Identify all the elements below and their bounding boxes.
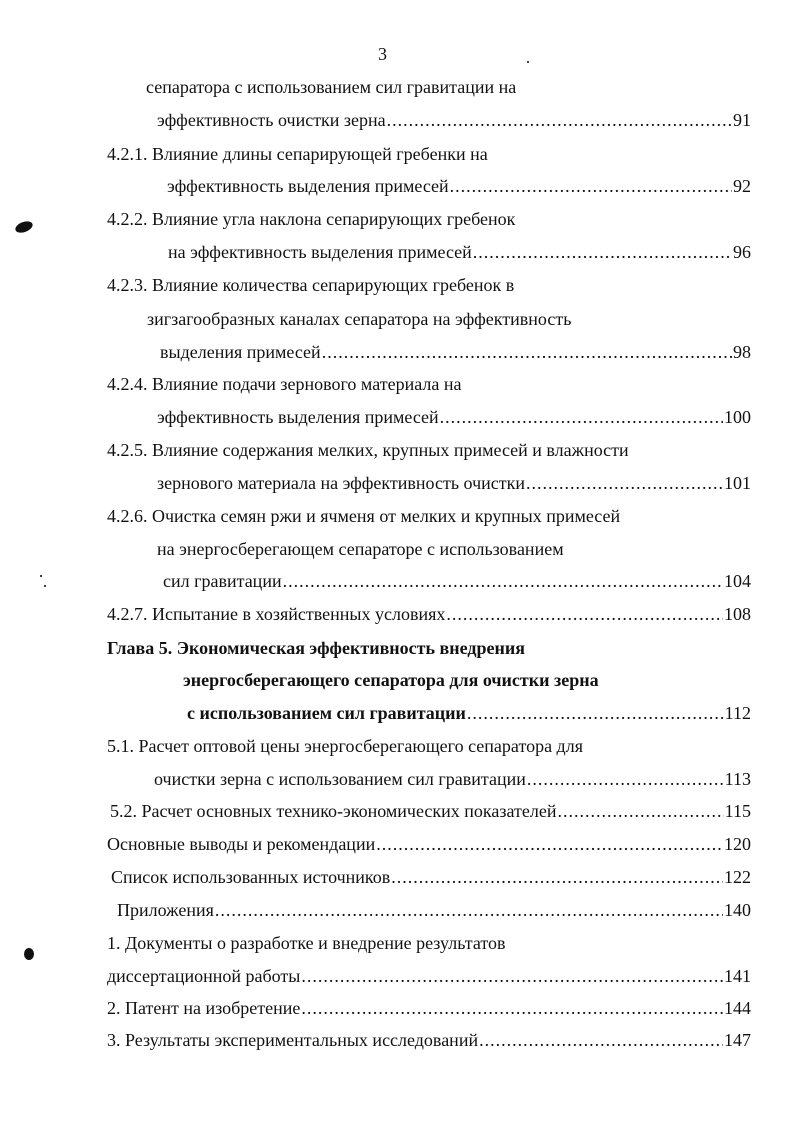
toc-text: Глава 5. Экономическая эффективность внедрения: [107, 638, 525, 658]
toc-text: 4.2.3. Влияние количества сепарирующих гребенок в: [107, 275, 515, 295]
toc-text: эффективность очистки зерна: [157, 110, 386, 130]
leader-dots: [387, 109, 732, 131]
toc-text: эффективность выделения примесей: [157, 407, 439, 427]
toc-entry: [117, 899, 751, 921]
toc-text: 4.2.2. Влияние угла наклона сепарирующих гребенок: [107, 209, 516, 229]
ink-blot: [24, 948, 34, 960]
leader-dots: [215, 899, 723, 921]
toc-page: 96: [733, 242, 751, 262]
toc-text: выделения примесей: [160, 342, 321, 362]
leader-dots: [376, 833, 723, 855]
toc-entry: [110, 800, 751, 822]
scan-speck: [527, 61, 529, 63]
toc-entry: [160, 341, 751, 363]
toc-text: 2. Патент на изобретение: [107, 998, 301, 1018]
toc-text: 5.2. Расчет основных технико-экономических показателей: [110, 801, 557, 821]
toc-line: [146, 76, 516, 98]
toc-line: [107, 505, 620, 527]
toc-text: энергосберегающего сепаратора для очистки зерна: [183, 670, 599, 690]
toc-text: Приложения: [117, 900, 214, 920]
toc-line: [107, 208, 515, 230]
toc-entry: [107, 965, 751, 987]
toc-entry: [157, 406, 751, 428]
leader-dots: [283, 570, 723, 592]
scan-speck: [44, 585, 46, 587]
leader-dots: [322, 341, 732, 363]
toc-text: 4.2.5. Влияние содержания мелких, крупных примесей и влажности: [107, 440, 629, 460]
toc-page: 91: [733, 110, 751, 130]
toc-line: [107, 143, 488, 165]
toc-page: 113: [724, 769, 751, 789]
toc-line: [107, 274, 514, 296]
toc-chapter-entry: [187, 702, 751, 724]
toc-line: [107, 439, 629, 461]
toc-text: с использованием сил гравитации: [187, 703, 466, 723]
page-number: 3: [378, 44, 387, 64]
toc-text: зигзагообразных каналах сепаратора на эффективность: [147, 309, 572, 329]
toc-text: Список использованных источников: [111, 867, 391, 887]
toc-line: [157, 538, 564, 560]
leader-dots: [479, 1029, 723, 1051]
leader-dots: [440, 406, 723, 428]
toc-text: на энергосберегающем сепараторе с использованием: [157, 539, 564, 559]
toc-page: 141: [724, 966, 751, 986]
leader-dots: [301, 965, 723, 987]
toc-line: [107, 932, 505, 954]
toc-entry: [168, 241, 751, 263]
toc-page: 101: [724, 473, 751, 493]
toc-entry: [107, 833, 751, 855]
toc-page: 120: [724, 834, 751, 854]
leader-dots: [446, 603, 723, 625]
toc-text: 4.2.7. Испытание в хозяйственных условиях: [107, 604, 446, 624]
ink-blot: [14, 219, 34, 235]
toc-chapter-line: [107, 637, 525, 659]
toc-entry: [111, 866, 751, 888]
toc-text: 3. Результаты экспериментальных исследований: [107, 1030, 479, 1050]
toc-text: Основные выводы и рекомендации: [107, 834, 376, 854]
leader-dots: [301, 997, 723, 1019]
toc-page: 115: [724, 801, 751, 821]
leader-dots: [473, 241, 732, 263]
toc-page: 98: [733, 342, 751, 362]
toc-text: 1. Документы о разработке и внедрение результатов: [107, 933, 506, 953]
leader-dots: [527, 768, 724, 790]
scan-speck: [40, 575, 42, 577]
toc-line: [107, 373, 461, 395]
toc-text: очистки зерна с использованием сил гравитации: [154, 769, 526, 789]
toc-page: 92: [733, 176, 751, 196]
toc-entry: [157, 109, 751, 131]
toc-entry: [107, 1029, 751, 1051]
leader-dots: [391, 866, 723, 888]
leader-dots: [450, 175, 732, 197]
toc-page: 140: [724, 900, 751, 920]
toc-entry: [154, 768, 751, 790]
toc-text: диссертационной работы: [107, 966, 301, 986]
toc-page: 104: [724, 571, 751, 591]
toc-text: сил гравитации: [163, 571, 282, 591]
toc-page: 108: [724, 604, 751, 624]
toc-text: сепаратора с использованием сил гравитации на: [146, 77, 517, 97]
toc-page: 147: [724, 1030, 751, 1050]
toc-entry: [157, 472, 751, 494]
toc-page: 122: [724, 867, 751, 887]
toc-page: 112: [724, 703, 751, 723]
toc-chapter-line: [183, 669, 599, 691]
toc-text: эффективность выделения примесей: [167, 176, 449, 196]
toc-entry: [163, 570, 751, 592]
toc-entry: [167, 175, 751, 197]
toc-line: [107, 735, 583, 757]
leader-dots: [526, 472, 723, 494]
toc-page: 100: [724, 407, 751, 427]
toc-entry: [107, 997, 751, 1019]
toc-text: на эффективность выделения примесей: [168, 242, 472, 262]
toc-line: [147, 308, 571, 330]
toc-text: зернового материала на эффективность очистки: [157, 473, 525, 493]
toc-text: 4.2.6. Очистка семян ржи и ячменя от мелких и крупных примесей: [107, 506, 621, 526]
leader-dots: [557, 800, 723, 822]
toc-text: 4.2.4. Влияние подачи зернового материала на: [107, 374, 462, 394]
toc-page: 144: [724, 998, 751, 1018]
toc-text: 5.1. Расчет оптовой цены энергосберегающего сепаратора для: [107, 736, 583, 756]
leader-dots: [467, 702, 724, 724]
toc-entry: [107, 603, 751, 625]
toc-text: 4.2.1. Влияние длины сепарирующей гребенки на: [107, 144, 488, 164]
